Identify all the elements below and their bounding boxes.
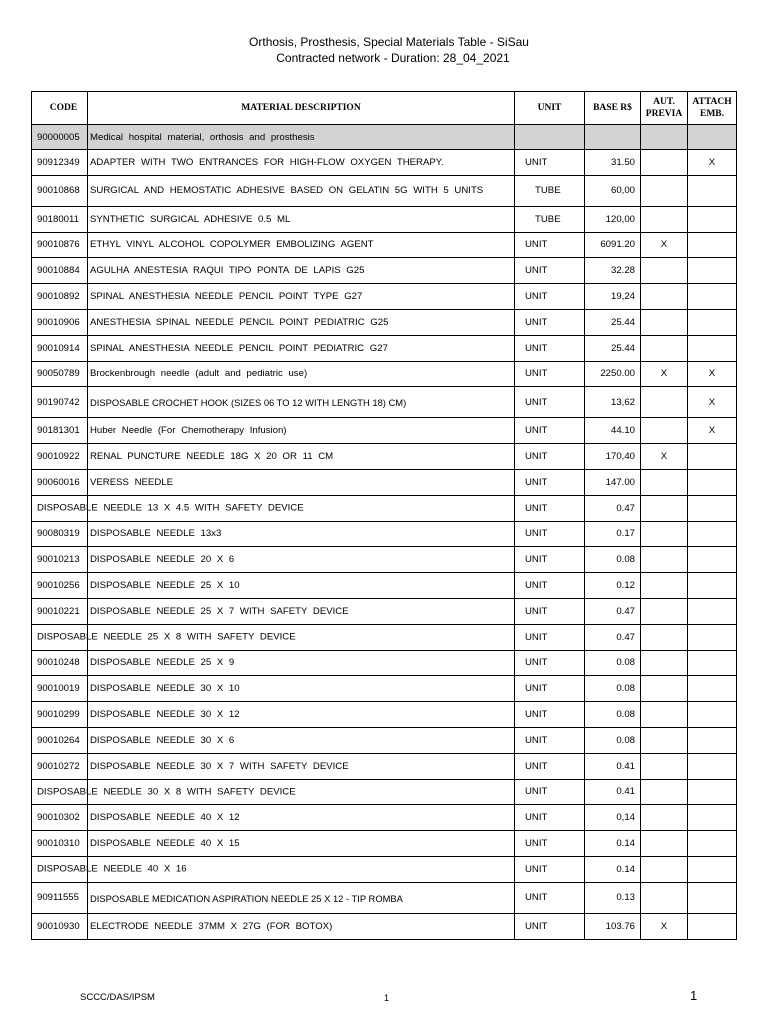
cell-description: SPINAL ANESTHESIA NEEDLE PENCIL POINT TYPE G27	[88, 284, 515, 310]
cell-code: 90010922	[32, 444, 88, 470]
cell-aut-previa	[641, 284, 688, 310]
cell-attach-emb	[688, 335, 737, 361]
cell-base-price: 0.17	[585, 521, 641, 547]
cell-description: Brockenbrough needle (adult and pediatric use)	[88, 361, 515, 387]
cell-attach-emb	[688, 175, 737, 206]
cell-unit: UNIT	[515, 335, 585, 361]
cell-base-price: 44.10	[585, 418, 641, 444]
cell-base-price: 0.08	[585, 702, 641, 728]
cell-description: DISPOSABLE NEEDLE 30 X 6	[88, 727, 515, 753]
cell-unit: UNIT	[515, 309, 585, 335]
cell-code: 90000005	[32, 125, 88, 150]
cell-base-price: 31.50	[585, 150, 641, 176]
table-row	[32, 650, 737, 676]
column-header-aut-previa	[641, 92, 688, 125]
cell-code: 90010272	[32, 753, 88, 779]
cell-attach-emb	[688, 753, 737, 779]
cell-aut-previa: X	[641, 361, 688, 387]
cell-unit: UNIT	[515, 418, 585, 444]
cell-base-price: 13,62	[585, 387, 641, 418]
table-row	[32, 624, 737, 650]
cell-base-price	[585, 125, 641, 150]
cell-unit: UNIT	[515, 779, 585, 805]
cell-unit: UNIT	[515, 495, 585, 521]
table-row	[32, 598, 737, 624]
column-header-description: MATERIAL DESCRIPTION	[88, 92, 515, 125]
cell-attach-emb: X	[688, 418, 737, 444]
cell-code: 90010914	[32, 335, 88, 361]
cell-attach-emb	[688, 624, 737, 650]
cell-code: 90010930	[32, 913, 88, 939]
cell-description: RENAL PUNCTURE NEEDLE 18G X 20 OR 11 CM	[88, 444, 515, 470]
cell-base-price: 0.41	[585, 753, 641, 779]
cell-base-price: 0.47	[585, 598, 641, 624]
column-header-base: BASE R$	[585, 92, 641, 125]
cell-base-price: 25.44	[585, 335, 641, 361]
cell-aut-previa	[641, 598, 688, 624]
table-row	[32, 232, 737, 258]
cell-aut-previa	[641, 175, 688, 206]
cell-attach-emb: X	[688, 387, 737, 418]
cell-unit: TUBE	[515, 206, 585, 232]
cell-code: 90080319	[32, 521, 88, 547]
footer-page-number: 1	[690, 988, 698, 1003]
cell-aut-previa: X	[641, 444, 688, 470]
table-row	[32, 361, 737, 387]
cell-code: 90010264	[32, 727, 88, 753]
cell-description: ETHYL VINYL ALCOHOL COPOLYMER EMBOLIZING AGENT	[88, 232, 515, 258]
document-title: Orthosis, Prosthesis, Special Materials Table - SiSau	[249, 35, 529, 49]
cell-code: 90010019	[32, 676, 88, 702]
table-row	[32, 805, 737, 831]
cell-unit: UNIT	[515, 727, 585, 753]
cell-aut-previa: X	[641, 913, 688, 939]
cell-code: 90912349	[32, 150, 88, 176]
cell-aut-previa	[641, 624, 688, 650]
cell-description: Medical hospital material, orthosis and prosthesis	[88, 125, 515, 150]
cell-aut-previa	[641, 831, 688, 857]
cell-base-price: 0.47	[585, 495, 641, 521]
cell-description: DISPOSABLE NEEDLE 40 X 12	[88, 805, 515, 831]
cell-unit: UNIT	[515, 284, 585, 310]
table-header-row	[32, 92, 737, 125]
cell-unit: UNIT	[515, 444, 585, 470]
cell-attach-emb	[688, 125, 737, 150]
cell-description: Huber Needle (For Chemotherapy Infusion)	[88, 418, 515, 444]
table-row	[32, 495, 737, 521]
table-row	[32, 309, 737, 335]
cell-base-price: 32.28	[585, 258, 641, 284]
cell-base-price: 0.08	[585, 547, 641, 573]
cell-attach-emb	[688, 309, 737, 335]
table-body	[32, 125, 737, 940]
cell-code	[32, 624, 296, 650]
cell-unit: UNIT	[515, 547, 585, 573]
cell-description: VERESS NEEDLE	[88, 469, 515, 495]
cell-unit	[515, 125, 585, 150]
column-header-attach-emb	[688, 92, 737, 125]
materials-table	[31, 91, 737, 940]
cell-code	[32, 495, 304, 521]
cell-code: 90050789	[32, 361, 88, 387]
cell-base-price: 120,00	[585, 206, 641, 232]
cell-aut-previa	[641, 495, 688, 521]
table-row	[32, 882, 737, 913]
cell-aut-previa	[641, 125, 688, 150]
column-header-code: CODE	[32, 92, 88, 125]
cell-base-price: 19,24	[585, 284, 641, 310]
cell-aut-previa	[641, 727, 688, 753]
cell-attach-emb	[688, 676, 737, 702]
cell-aut-previa	[641, 335, 688, 361]
cell-attach-emb	[688, 727, 737, 753]
cell-description-spill: DISPOSABLE NEEDLE 30 X 8 WITH SAFETY DEVICE	[37, 786, 296, 798]
table-row	[32, 387, 737, 418]
table-row	[32, 335, 737, 361]
cell-unit: UNIT	[515, 469, 585, 495]
cell-description: DISPOSABLE MEDICATION ASPIRATION NEEDLE 25 X 12 - TIP ROMBA	[88, 882, 515, 913]
cell-description: ADAPTER WITH TWO ENTRANCES FOR HIGH-FLOW OXYGEN THERAPY.	[88, 150, 515, 176]
table-row	[32, 258, 737, 284]
table-row	[32, 831, 737, 857]
cell-unit: UNIT	[515, 753, 585, 779]
cell-attach-emb	[688, 598, 737, 624]
table-row	[32, 856, 737, 882]
cell-code: 90010310	[32, 831, 88, 857]
cell-description: DISPOSABLE NEEDLE 30 X 10	[88, 676, 515, 702]
cell-aut-previa	[641, 418, 688, 444]
cell-code: 90010892	[32, 284, 88, 310]
table-row	[32, 284, 737, 310]
table-row	[32, 753, 737, 779]
cell-aut-previa	[641, 676, 688, 702]
cell-base-price: 0.08	[585, 727, 641, 753]
cell-description: DISPOSABLE NEEDLE 25 X 9	[88, 650, 515, 676]
cell-code: 90060016	[32, 469, 88, 495]
cell-aut-previa	[641, 521, 688, 547]
cell-code: 90180011	[32, 206, 88, 232]
cell-base-price: 0.13	[585, 882, 641, 913]
cell-code: 90010302	[32, 805, 88, 831]
cell-aut-previa	[641, 309, 688, 335]
cell-attach-emb	[688, 547, 737, 573]
cell-base-price: 2250.00	[585, 361, 641, 387]
cell-aut-previa	[641, 650, 688, 676]
cell-aut-previa	[641, 856, 688, 882]
cell-base-price: 103.76	[585, 913, 641, 939]
cell-aut-previa	[641, 258, 688, 284]
cell-attach-emb	[688, 284, 737, 310]
document-header	[0, 35, 768, 65]
footer-page-center: 1	[384, 993, 390, 1003]
table-row	[32, 175, 737, 206]
cell-attach-emb	[688, 913, 737, 939]
aut-previa-line2: PREVIA	[645, 109, 683, 119]
cell-code: 90010221	[32, 598, 88, 624]
table-row	[32, 150, 737, 176]
document-subtitle: Contracted network - Duration: 28_04_2021	[276, 51, 510, 65]
cell-code: 90010906	[32, 309, 88, 335]
cell-unit: UNIT	[515, 856, 585, 882]
table-row	[32, 727, 737, 753]
cell-aut-previa	[641, 573, 688, 599]
cell-unit: UNIT	[515, 232, 585, 258]
cell-attach-emb	[688, 702, 737, 728]
column-header-unit: UNIT	[515, 92, 585, 125]
cell-attach-emb	[688, 444, 737, 470]
cell-attach-emb	[688, 779, 737, 805]
cell-code	[32, 779, 296, 805]
cell-attach-emb	[688, 232, 737, 258]
cell-attach-emb: X	[688, 361, 737, 387]
cell-attach-emb	[688, 495, 737, 521]
cell-attach-emb: X	[688, 150, 737, 176]
cell-unit: TUBE	[515, 175, 585, 206]
footer-department: SCCC/DAS/IPSM	[80, 992, 155, 1003]
aut-previa-line1: AUT.	[653, 97, 675, 107]
cell-base-price: 0.08	[585, 676, 641, 702]
cell-unit: UNIT	[515, 573, 585, 599]
cell-unit: UNIT	[515, 805, 585, 831]
cell-attach-emb	[688, 805, 737, 831]
cell-description: DISPOSABLE NEEDLE 25 X 7 WITH SAFETY DEVICE	[88, 598, 515, 624]
cell-code: 90010248	[32, 650, 88, 676]
cell-aut-previa	[641, 206, 688, 232]
cell-description: DISPOSABLE NEEDLE 40 X 15	[88, 831, 515, 857]
cell-base-price: 0.41	[585, 779, 641, 805]
cell-unit: UNIT	[515, 521, 585, 547]
cell-aut-previa	[641, 702, 688, 728]
cell-unit: UNIT	[515, 913, 585, 939]
cell-code: 90010868	[32, 175, 88, 206]
cell-attach-emb	[688, 258, 737, 284]
cell-base-price: 0.08	[585, 650, 641, 676]
cell-unit: UNIT	[515, 258, 585, 284]
cell-attach-emb	[688, 206, 737, 232]
cell-attach-emb	[688, 469, 737, 495]
cell-base-price: 60,00	[585, 175, 641, 206]
attach-emb-line1: ATTACH	[692, 97, 732, 107]
cell-unit: UNIT	[515, 676, 585, 702]
cell-base-price: 0.14	[585, 856, 641, 882]
cell-attach-emb	[688, 831, 737, 857]
cell-code: 90010299	[32, 702, 88, 728]
table-row	[32, 779, 737, 805]
cell-unit: UNIT	[515, 598, 585, 624]
table-row	[32, 702, 737, 728]
cell-attach-emb	[688, 521, 737, 547]
cell-aut-previa: X	[641, 232, 688, 258]
cell-description: DISPOSABLE NEEDLE 30 X 12	[88, 702, 515, 728]
table-row	[32, 913, 737, 939]
cell-unit: UNIT	[515, 650, 585, 676]
cell-code: 90190742	[32, 387, 88, 418]
cell-description-spill: DISPOSABLE NEEDLE 13 X 4.5 WITH SAFETY DEVICE	[37, 502, 304, 514]
cell-description-spill: DISPOSABLE NEEDLE 40 X 16	[37, 863, 187, 875]
cell-description: SURGICAL AND HEMOSTATIC ADHESIVE BASED ON GELATIN 5G WITH 5 UNITS	[88, 175, 515, 206]
cell-description: ELECTRODE NEEDLE 37MM X 27G (FOR BOTOX)	[88, 913, 515, 939]
cell-unit: UNIT	[515, 361, 585, 387]
cell-aut-previa	[641, 547, 688, 573]
cell-unit: UNIT	[515, 831, 585, 857]
cell-description: DISPOSABLE CROCHET HOOK (SIZES 06 TO 12 WITH LENGTH 18) CM)	[88, 387, 515, 418]
cell-aut-previa	[641, 753, 688, 779]
table-row	[32, 444, 737, 470]
cell-code: 90911555	[32, 882, 88, 913]
cell-base-price: 147.00	[585, 469, 641, 495]
table-row	[32, 547, 737, 573]
cell-base-price: 170,40	[585, 444, 641, 470]
cell-code	[32, 856, 187, 882]
cell-aut-previa	[641, 805, 688, 831]
cell-description: DISPOSABLE NEEDLE 20 X 6	[88, 547, 515, 573]
cell-unit: UNIT	[515, 387, 585, 418]
cell-base-price: 0.12	[585, 573, 641, 599]
cell-description-spill: DISPOSABLE NEEDLE 25 X 8 WITH SAFETY DEVICE	[37, 631, 296, 643]
cell-unit: UNIT	[515, 882, 585, 913]
cell-base-price: 25.44	[585, 309, 641, 335]
table-row	[32, 206, 737, 232]
cell-description: SYNTHETIC SURGICAL ADHESIVE 0.5 ML	[88, 206, 515, 232]
cell-description: AGULHA ANESTESIA RAQUI TIPO PONTA DE LAPIS G25	[88, 258, 515, 284]
cell-base-price: 6091.20	[585, 232, 641, 258]
cell-base-price: 0.47	[585, 624, 641, 650]
cell-code: 90010256	[32, 573, 88, 599]
cell-attach-emb	[688, 650, 737, 676]
table-row	[32, 573, 737, 599]
cell-aut-previa	[641, 469, 688, 495]
cell-aut-previa	[641, 150, 688, 176]
table-row	[32, 676, 737, 702]
cell-base-price: 0,14	[585, 805, 641, 831]
cell-description: ANESTHESIA SPINAL NEEDLE PENCIL POINT PEDIATRIC G25	[88, 309, 515, 335]
cell-unit: UNIT	[515, 702, 585, 728]
cell-aut-previa	[641, 387, 688, 418]
attach-emb-line2: EMB.	[699, 109, 724, 119]
cell-code: 90010876	[32, 232, 88, 258]
cell-aut-previa	[641, 882, 688, 913]
cell-attach-emb	[688, 573, 737, 599]
table-row	[32, 521, 737, 547]
cell-base-price: 0.14	[585, 831, 641, 857]
cell-unit: UNIT	[515, 150, 585, 176]
table-row	[32, 418, 737, 444]
cell-attach-emb	[688, 856, 737, 882]
cell-unit: UNIT	[515, 624, 585, 650]
cell-aut-previa	[641, 779, 688, 805]
table-row	[32, 469, 737, 495]
cell-code: 90010884	[32, 258, 88, 284]
cell-description: DISPOSABLE NEEDLE 30 X 7 WITH SAFETY DEVICE	[88, 753, 515, 779]
cell-description: DISPOSABLE NEEDLE 25 X 10	[88, 573, 515, 599]
cell-description: DISPOSABLE NEEDLE 13x3	[88, 521, 515, 547]
cell-code: 90010213	[32, 547, 88, 573]
cell-description: SPINAL ANESTHESIA NEEDLE PENCIL POINT PEDIATRIC G27	[88, 335, 515, 361]
cell-attach-emb	[688, 882, 737, 913]
table-group-row	[32, 125, 737, 150]
cell-code: 90181301	[32, 418, 88, 444]
